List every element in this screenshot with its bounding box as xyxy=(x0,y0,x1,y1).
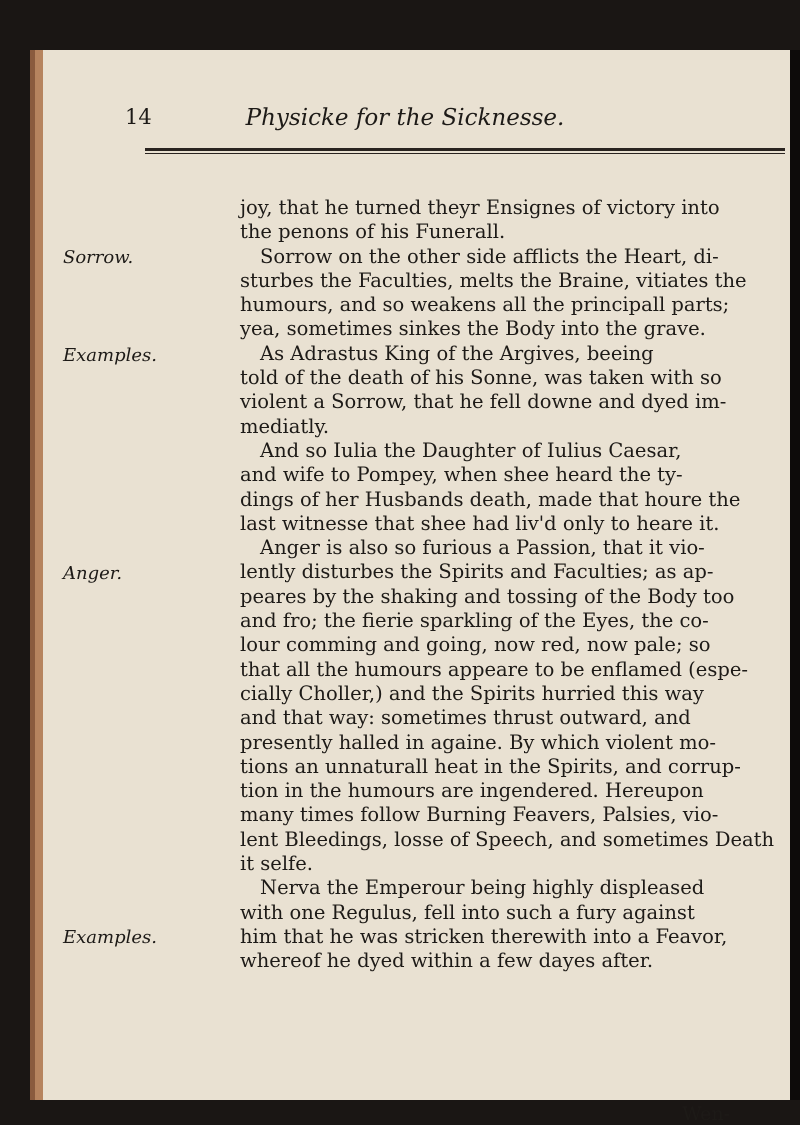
text-line: told of the death of his Sonne, was taken with so xyxy=(240,366,722,390)
text-line: Nerva the Emperour being highly displeased xyxy=(260,876,705,900)
text-line: tions an unnaturall heat in the Spirits, and corrup- xyxy=(240,754,741,778)
text-line: tion in the humours are ingendered. Hereupon xyxy=(240,779,704,803)
sidenote-examples-2: Examples. xyxy=(63,927,157,948)
text-line: And so Iulia the Daughter of Iulius Caesar, xyxy=(260,438,682,462)
text-line: humours, and so weakens all the principall parts; xyxy=(240,293,730,317)
text-line: and wife to Pompey, when shee heard the ty- xyxy=(240,463,683,487)
text-line: lently disturbes the Spirits and Faculties; as ap- xyxy=(240,560,714,584)
text-line: it selfe. xyxy=(240,852,314,876)
sidenote-sorrow: Sorrow. xyxy=(63,247,134,268)
text-line: the penons of his Funerall. xyxy=(240,220,506,244)
text-line: yea, sometimes sinkes the Body into the grave. xyxy=(240,317,706,341)
text-line: and that way: sometimes thrust outward, and xyxy=(240,706,691,730)
text-line: presently halled in againe. By which violent mo- xyxy=(240,730,716,754)
header-rule-thin xyxy=(145,153,785,154)
body-text xyxy=(240,196,775,974)
text-line: As Adrastus King of the Argives, beeing xyxy=(260,341,654,365)
header-rule xyxy=(145,148,785,151)
page-number: 14 xyxy=(125,105,152,129)
text-line: sturbes the Faculties, melts the Braine, vitiates the xyxy=(240,268,747,292)
text-line: lent Bleedings, losse of Speech, and sometimes Death xyxy=(240,827,775,851)
text-line: violent a Sorrow, that he fell downe and dyed im- xyxy=(240,390,727,414)
catchword: Wen- xyxy=(682,1103,730,1125)
page-edge xyxy=(35,50,43,1100)
text-line: that all the humours appeare to be enflamed (espe- xyxy=(240,657,748,681)
text-line: him that he was stricken therewith into a Feavor, xyxy=(240,924,728,948)
text-line: last witnesse that shee had liv'd only to heare it. xyxy=(240,511,720,535)
sidenote-anger: Anger. xyxy=(63,563,123,584)
book-page xyxy=(30,50,790,1125)
text-line: with one Regulus, fell into such a fury against xyxy=(240,900,695,924)
text-line: mediatly. xyxy=(240,414,330,438)
text-line: Anger is also so furious a Passion, that it vio- xyxy=(260,536,705,560)
text-line: and fro; the fierie sparkling of the Eyes, the co- xyxy=(240,609,709,633)
text-line: many times follow Burning Feavers, Palsies, vio- xyxy=(240,803,719,827)
text-line: peares by the shaking and tossing of the Body too xyxy=(240,584,735,608)
text-line: Sorrow on the other side afflicts the Heart, di- xyxy=(260,244,719,268)
page-header xyxy=(85,105,745,145)
text-line: lour comming and going, now red, now pale; so xyxy=(240,633,711,657)
sidenote-examples-1: Examples. xyxy=(63,345,157,366)
text-line: joy, that he turned theyr Ensignes of victory into xyxy=(240,196,720,219)
running-title: Physicke for the Sicknesse. xyxy=(245,105,565,131)
text-line: cially Choller,) and the Spirits hurried this way xyxy=(240,681,704,705)
text-line: dings of her Husbands death, made that houre the xyxy=(240,487,741,511)
text-line: whereof he dyed within a few dayes after. xyxy=(240,949,654,973)
